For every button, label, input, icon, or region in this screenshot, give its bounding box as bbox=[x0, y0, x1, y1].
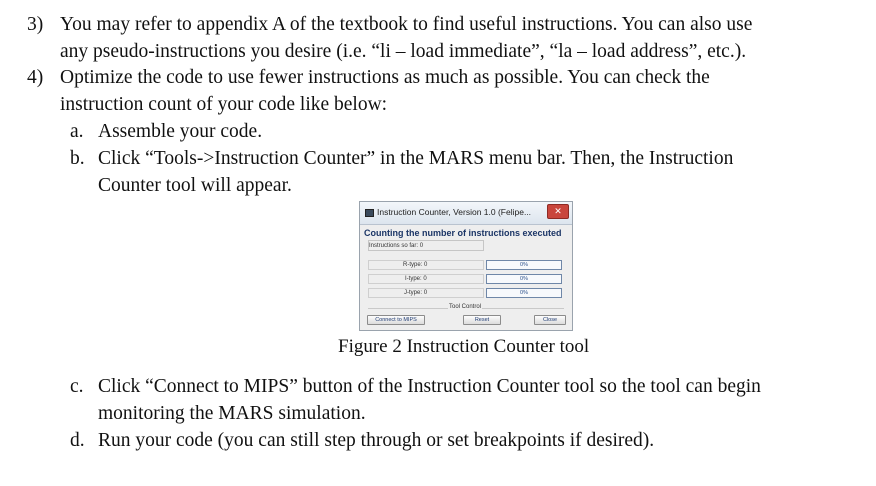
tool-control-label: Tool Control bbox=[449, 304, 482, 310]
item-4-line-2: instruction count of your code like below: bbox=[60, 94, 388, 115]
item-3-line-2: any pseudo-instructions you desire (i.e. “li – load immediate”, “la – load address”, etc.). bbox=[60, 41, 747, 62]
instruction-counter-window bbox=[359, 201, 573, 331]
app-window-icon bbox=[365, 209, 374, 217]
figure-caption: Figure 2 Instruction Counter tool bbox=[338, 336, 590, 357]
window-titlebar[interactable] bbox=[360, 202, 572, 225]
sub-c-line-2: monitoring the MARS simulation. bbox=[98, 403, 366, 424]
sub-d-text: Run your code (you can still step through or set breakpoints if desired). bbox=[98, 430, 655, 451]
sub-b-line-1: Click “Tools->Instruction Counter” in the MARS menu bar. Then, the Instruction bbox=[98, 148, 734, 169]
counter-heading: Counting the number of instructions executed bbox=[364, 228, 562, 238]
sub-a-letter: a. bbox=[70, 121, 84, 142]
i-type-label: I-type: 0 bbox=[405, 276, 427, 282]
close-button[interactable]: Close bbox=[534, 315, 566, 325]
j-type-label: J-type: 0 bbox=[404, 290, 428, 296]
sub-a-text: Assemble your code. bbox=[98, 121, 263, 142]
item-3-line-1: You may refer to appendix A of the textbook to find useful instructions. You can also use bbox=[60, 14, 753, 35]
item-4-number: 4) bbox=[27, 67, 44, 88]
i-type-progress-bar: 0% bbox=[486, 274, 562, 284]
item-4-line-1: Optimize the code to use fewer instructions as much as possible. You can check the bbox=[60, 67, 710, 88]
window-close-button[interactable]: ✕ bbox=[547, 204, 569, 219]
r-type-progress-bar: 0% bbox=[486, 260, 562, 270]
sub-c-letter: c. bbox=[70, 376, 84, 397]
instructions-so-far-label: Instructions so far: 0 bbox=[369, 243, 424, 249]
r-type-label: R-type: 0 bbox=[403, 262, 428, 268]
item-3-number: 3) bbox=[27, 14, 44, 35]
reset-button[interactable]: Reset bbox=[463, 315, 501, 325]
connect-to-mips-button[interactable]: Connect to MIPS bbox=[367, 315, 425, 325]
sub-d-letter: d. bbox=[70, 430, 85, 451]
instructions-so-far-value: 0 bbox=[419, 243, 424, 249]
sub-c-line-1: Click “Connect to MIPS” button of the Instruction Counter tool so the tool can begin bbox=[98, 376, 761, 397]
sub-b-letter: b. bbox=[70, 148, 85, 169]
window-title: Instruction Counter, Version 1.0 (Felipe... bbox=[377, 207, 532, 217]
j-type-progress-bar: 0% bbox=[486, 288, 562, 298]
sub-b-line-2: Counter tool will appear. bbox=[98, 175, 292, 196]
